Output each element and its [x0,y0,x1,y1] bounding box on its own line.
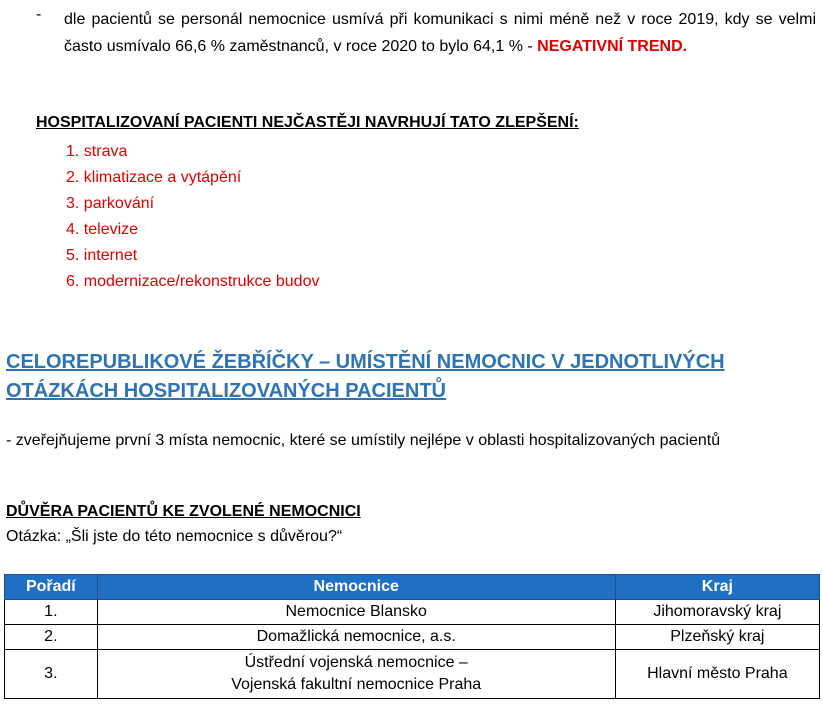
table-row [5,650,820,699]
column-header-region: Kraj [615,575,819,600]
ranking-table [4,574,820,699]
list-item: 2. klimatizace a vytápění [66,169,242,186]
rank-cell: 1. [5,600,98,625]
negative-trend-emphasis: NEGATIVNÍ TREND. [537,38,688,55]
hospital-name-line-2: Vojenská fakultní nemocnice Praha [231,676,482,693]
hospital-cell [97,650,615,699]
bullet-dash: - [36,6,42,23]
improvements-heading: HOSPITALIZOVANÍ PACIENTI NEJČASTĚJI NAVRHUJÍ TATO ZLEPŠENÍ: [36,114,579,131]
trust-heading: DŮVĚRA PACIENTŮ KE ZVOLENÉ NEMOCNICI [6,503,361,520]
list-item: 3. parkování [66,195,155,212]
table-header-row [5,575,820,600]
trust-question: Otázka: „Šli jste do této nemocnice s důvěrou?“ [6,528,343,545]
list-item: 6. modernizace/rekonstrukce budov [66,273,320,290]
hospital-name-line-1: Ústřední vojenská nemocnice – [244,654,468,671]
section-title: CELOREPUBLIKOVÉ ŽEBŘÍČKY – UMÍSTĚNÍ NEMOCNIC V JEDNOTLIVÝCH OTÁZKÁCH HOSPITALIZOVANÝCH PACIENTŮ [6,351,725,402]
section-intro: - zveřejňujeme první 3 místa nemocnic, které se umístily nejlépe v oblasti hospitalizovaných pacientů [6,432,721,449]
hospital-name: Domažlická nemocnice, a.s. [256,628,456,645]
hospital-name: Nemocnice Blansko [285,603,427,620]
rank-cell: 2. [5,625,98,650]
list-item: 4. televize [66,221,139,238]
rank-cell: 3. [5,650,98,699]
region-cell: Jihomoravský kraj [615,600,819,625]
table-row [5,625,820,650]
improvements-list [66,139,319,295]
bullet-text [64,6,816,60]
hospital-cell [97,600,615,625]
column-header-hospital: Nemocnice [97,575,615,600]
region-cell: Plzeňský kraj [615,625,819,650]
list-item: 1. strava [66,143,128,160]
bullet-body: dle pacientů se personál nemocnice usmívá při komunikaci s nimi méně než v roce 2019, kdy se velmi často usmívalo 66,6 % zaměstnanců, v roce 2020 to bylo 64,1 % - [64,11,816,55]
region-cell: Hlavní město Praha [615,650,819,699]
table-row [5,600,820,625]
hospital-cell [97,625,615,650]
column-header-rank: Pořadí [5,575,98,600]
list-item: 5. internet [66,247,138,264]
